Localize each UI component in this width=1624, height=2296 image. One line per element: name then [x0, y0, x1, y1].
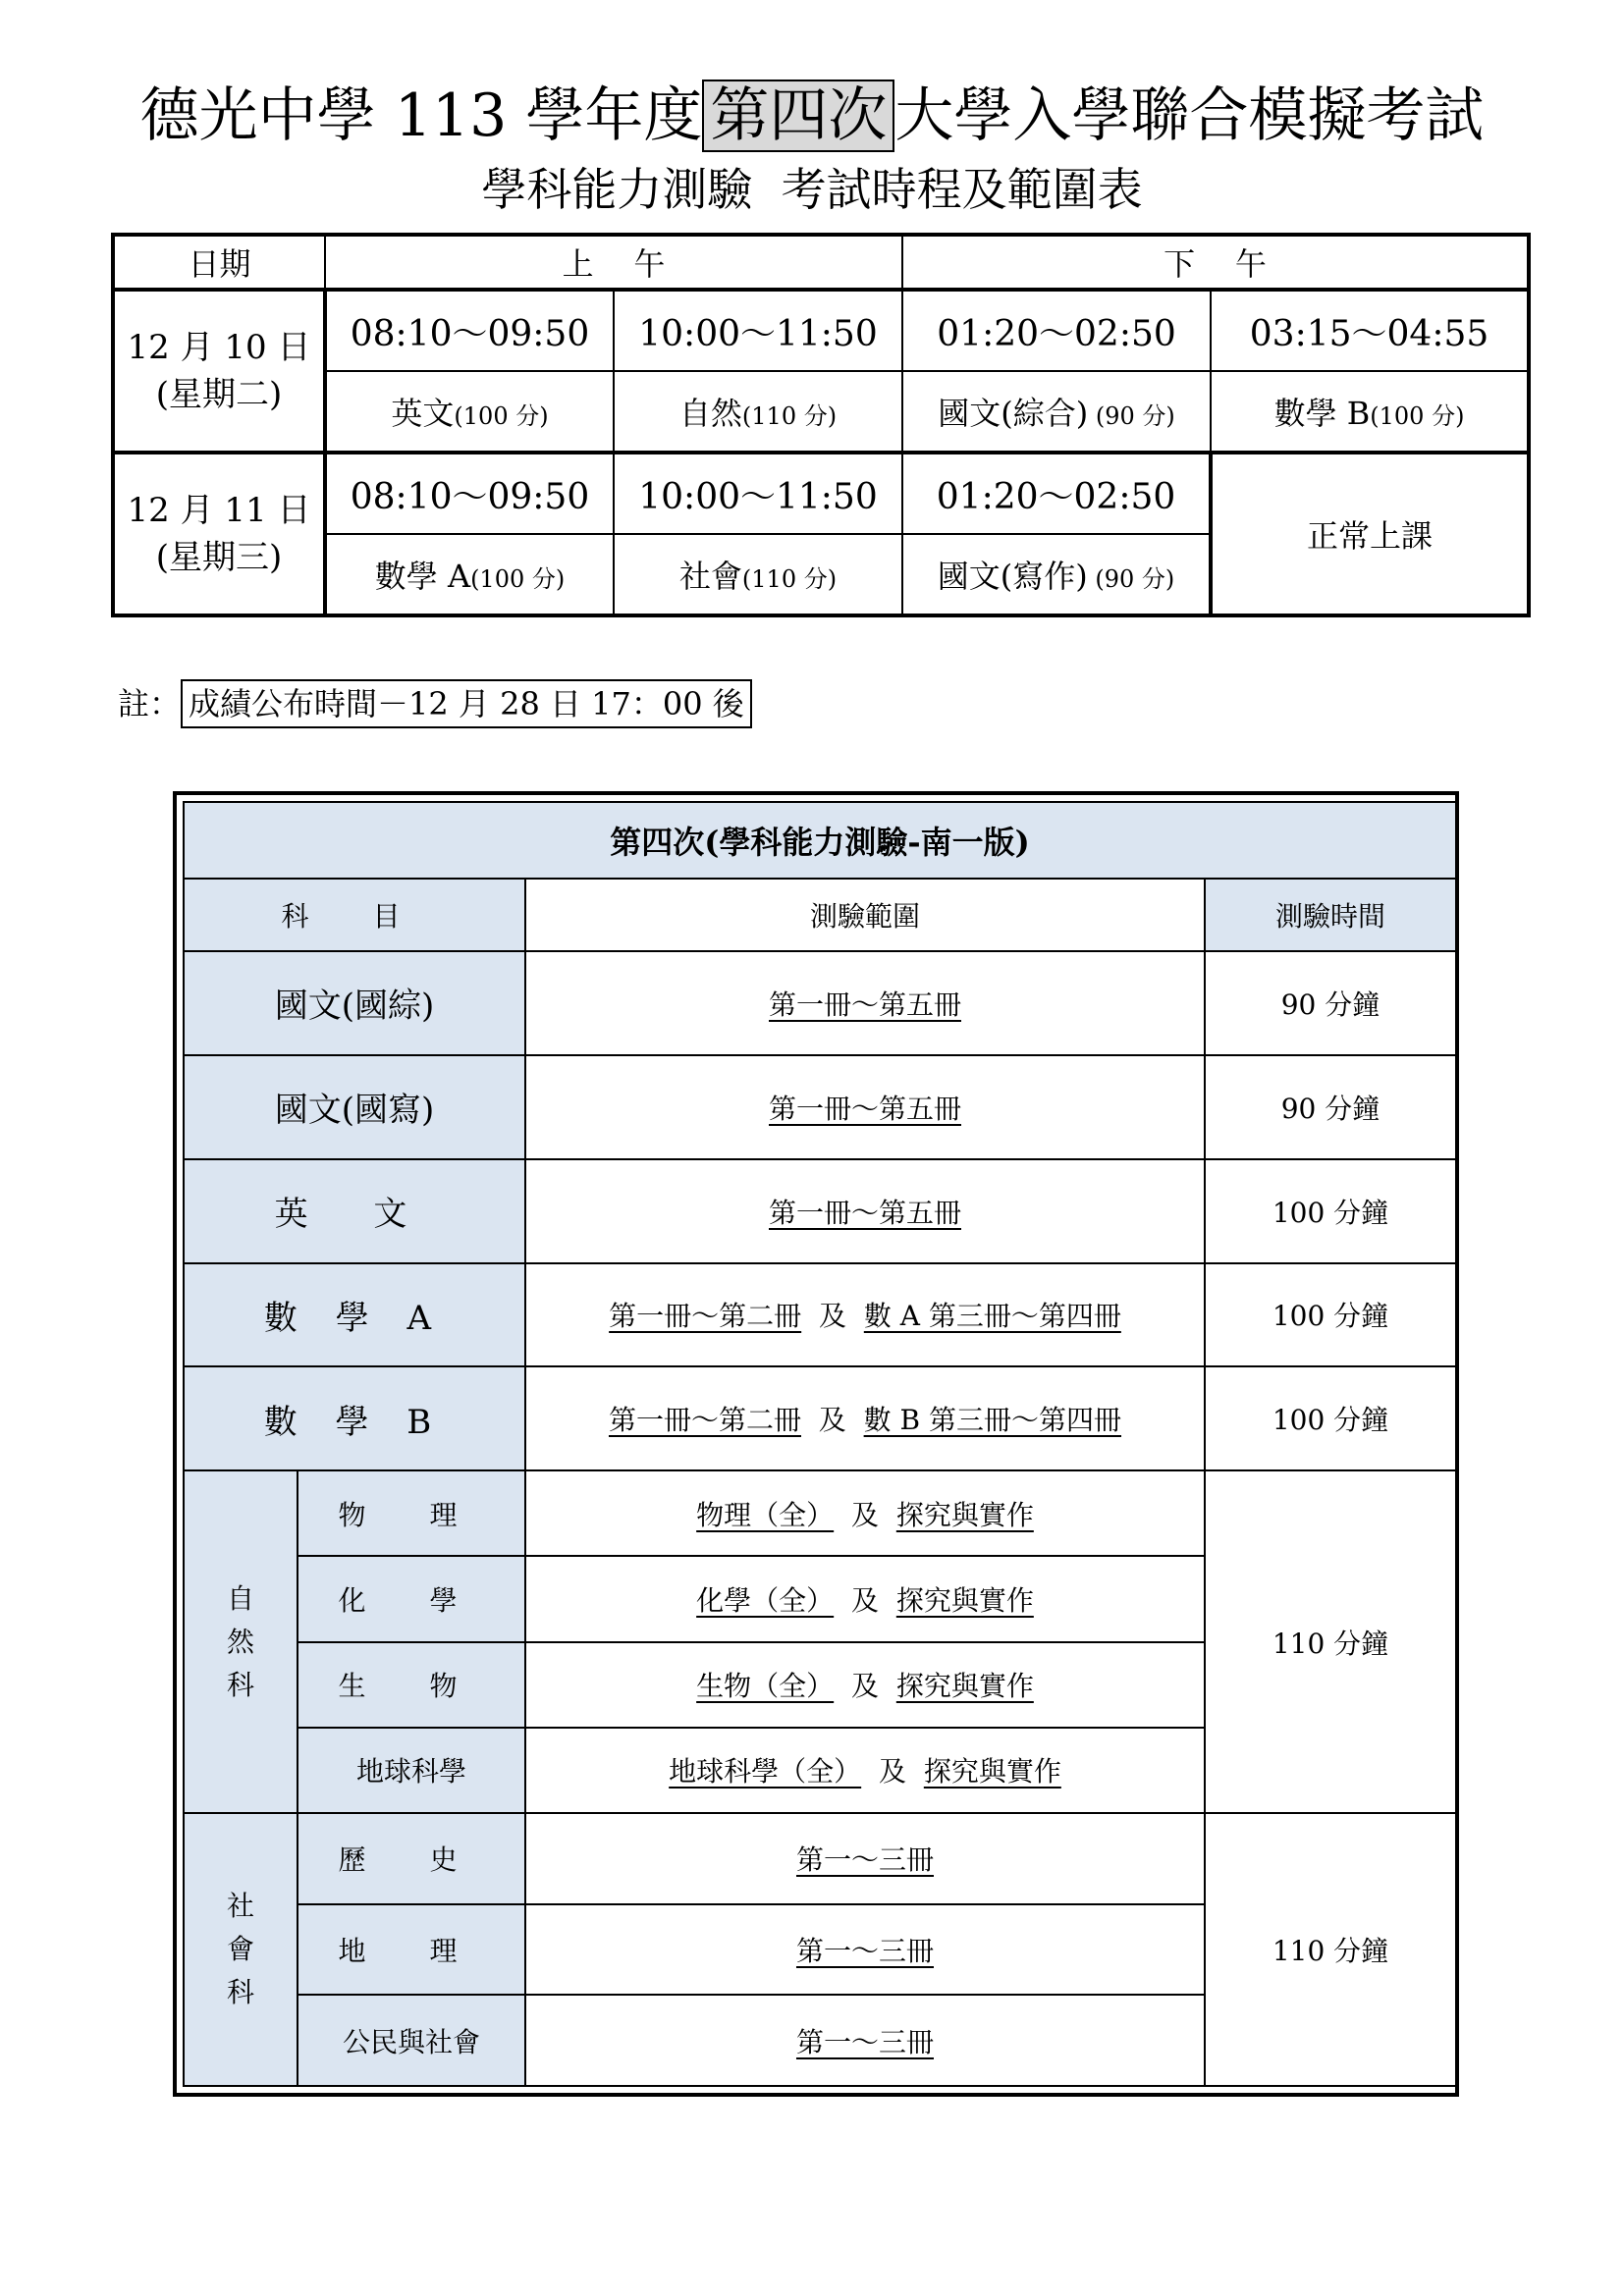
- day2-slot3-time: 01:20～02:50: [902, 453, 1211, 534]
- range-part-b: 數 A 第三冊～第四冊: [863, 1300, 1121, 1333]
- subject-points: (90 分): [1088, 402, 1175, 430]
- table-row: [184, 1159, 1456, 1263]
- day1-slot1-time: 08:10～09:50: [325, 290, 614, 371]
- title-prefix: 德光中學 113 學年度: [139, 81, 703, 150]
- range-part-a: 第一冊～第二冊: [609, 1300, 802, 1333]
- subject-name: 自然: [678, 395, 742, 432]
- scope-subsubject: 地球科學: [298, 1728, 525, 1813]
- scope-subsubject: 化 學: [298, 1556, 525, 1641]
- scope-caption: 第四次(學科能力測驗-南一版): [184, 802, 1456, 879]
- scope-duration: 100 分鐘: [1205, 1366, 1456, 1470]
- science-duration: 110 分鐘: [1205, 1470, 1456, 1813]
- header-date: 日期: [113, 235, 325, 290]
- table-row: [184, 951, 1456, 1055]
- scope-subject: 英 文: [184, 1159, 525, 1263]
- scope-subsubject: 物 理: [298, 1470, 525, 1556]
- range-text: 第一～三冊: [795, 2025, 934, 2058]
- subject-points: (110 分): [741, 402, 838, 430]
- results-note: [118, 679, 752, 728]
- day2-slot2-subject: [614, 534, 902, 615]
- page-subtitle: 學科能力測驗 考試時程及範圍表: [481, 163, 1143, 216]
- subject-points: (100 分): [470, 565, 566, 593]
- scope-range: [525, 1728, 1205, 1813]
- table-row: [184, 1813, 1456, 1904]
- range-join: 及: [818, 1300, 846, 1333]
- header-afternoon: 下 午: [902, 235, 1529, 290]
- day1-weekday: (星期二): [155, 375, 283, 414]
- range-text: 第一～三冊: [795, 1934, 934, 1967]
- range-part-b: 探究與實作: [895, 1498, 1034, 1531]
- day2-slot3-subject: [902, 534, 1211, 615]
- schedule-table: [111, 233, 1531, 617]
- day1-date-cell: [113, 290, 325, 453]
- header-morning: 上 午: [325, 235, 902, 290]
- range-text: 第一冊～第五冊: [768, 988, 961, 1021]
- scope-subject: 國文(國寫): [184, 1055, 525, 1159]
- day2-slot1-subject: [325, 534, 614, 615]
- day1-slot3-subject: [902, 371, 1211, 453]
- table-row: [184, 1055, 1456, 1159]
- scope-range: [525, 1995, 1205, 2086]
- day1-slot4-time: 03:15～04:55: [1211, 290, 1529, 371]
- day2-slot1-time: 08:10～09:50: [325, 453, 614, 534]
- range-part-b: 探究與實作: [895, 1583, 1034, 1617]
- scope-range: [525, 1642, 1205, 1728]
- day2-date-cell: [113, 453, 325, 615]
- range-part-a: 生物（全）: [696, 1670, 835, 1703]
- scope-header-row: [184, 879, 1456, 951]
- scope-subsubject: 歷 史: [298, 1813, 525, 1904]
- range-join: 及: [850, 1498, 879, 1531]
- subject-points: (90 分): [1087, 565, 1175, 593]
- note-label: 註：: [118, 685, 182, 722]
- scope-range: [525, 1055, 1205, 1159]
- range-text: 第一冊～第五冊: [768, 1092, 961, 1125]
- day2-time-row: [113, 453, 1529, 534]
- day1-slot1-subject: [325, 371, 614, 453]
- note-text: 成績公布時間－12 月 28 日 17：00 後: [181, 679, 752, 728]
- range-part-a: 地球科學（全）: [669, 1755, 862, 1789]
- scope-caption-row: [184, 802, 1456, 879]
- range-join: 及: [818, 1404, 846, 1437]
- scope-duration: 90 分鐘: [1205, 1055, 1456, 1159]
- subject-points: (100 分): [1370, 402, 1465, 430]
- day2-closed-note: 正常上課: [1211, 453, 1529, 615]
- day1-date: 12 月 10 日: [127, 328, 311, 367]
- scope-range: [525, 1904, 1205, 1996]
- subject-points: (100 分): [454, 402, 549, 430]
- range-join: 及: [850, 1670, 879, 1703]
- subject-name: 數學 A: [374, 558, 471, 595]
- day1-subject-row: [113, 371, 1529, 453]
- scope-subject: 國文(國綜): [184, 951, 525, 1055]
- range-part-b: 探究與實作: [923, 1755, 1061, 1789]
- range-join: 及: [850, 1583, 879, 1617]
- range-text: 第一～三冊: [795, 1843, 934, 1877]
- day1-slot2-subject: [614, 371, 902, 453]
- scope-header-time: 測驗時間: [1205, 879, 1456, 951]
- scope-subsubject: 地 理: [298, 1904, 525, 1996]
- scope-duration: 100 分鐘: [1205, 1159, 1456, 1263]
- day1-slot4-subject: [1211, 371, 1529, 453]
- scope-table-frame: [173, 791, 1459, 2097]
- day1-slot3-time: 01:20～02:50: [902, 290, 1211, 371]
- day1-slot2-time: 10:00～11:50: [614, 290, 902, 371]
- subject-name: 國文(寫作): [937, 558, 1088, 595]
- science-category: 自 然 科: [184, 1470, 298, 1813]
- social-category: 社 會 科: [184, 1813, 298, 2086]
- scope-header-subject: 科 目: [184, 879, 525, 951]
- scope-subject: 數 學 A: [184, 1263, 525, 1367]
- range-part-a: 物理（全）: [696, 1498, 835, 1531]
- scope-duration: 90 分鐘: [1205, 951, 1456, 1055]
- page-title: [0, 77, 1624, 155]
- range-part-a: 化學（全）: [696, 1583, 835, 1617]
- scope-duration: 100 分鐘: [1205, 1263, 1456, 1367]
- subject-name: 數學 B: [1273, 395, 1371, 432]
- table-row: [184, 1263, 1456, 1367]
- subject-name: 國文(綜合): [938, 395, 1089, 432]
- range-part-a: 第一冊～第二冊: [608, 1404, 801, 1437]
- day2-slot2-time: 10:00～11:50: [614, 453, 902, 534]
- title-suffix: 大學入學聯合模擬考試: [894, 81, 1485, 150]
- subject-name: 英文: [391, 395, 455, 432]
- table-row: [184, 1366, 1456, 1470]
- day2-weekday: (星期三): [155, 538, 283, 577]
- scope-range: [525, 1470, 1205, 1556]
- scope-table: [183, 801, 1457, 2087]
- scope-subsubject: 公民與社會: [298, 1995, 525, 2086]
- scope-subsubject: 生 物: [298, 1642, 525, 1728]
- scope-subject: 數 學 B: [184, 1366, 525, 1470]
- scope-range: [525, 1556, 1205, 1641]
- scope-range: [525, 1813, 1205, 1904]
- range-part-b: 探究與實作: [895, 1670, 1034, 1703]
- range-join: 及: [878, 1755, 906, 1789]
- subject-points: (110 分): [741, 565, 838, 593]
- range-text: 第一冊～第五冊: [768, 1196, 961, 1229]
- subject-name: 社會: [678, 558, 742, 595]
- schedule-header-row: [113, 235, 1529, 290]
- table-row: [184, 1470, 1456, 1556]
- scope-range: [525, 1366, 1205, 1470]
- day2-date: 12 月 11 日: [127, 491, 311, 530]
- range-part-b: 數 B 第三冊～第四冊: [863, 1404, 1122, 1437]
- scope-range: [525, 951, 1205, 1055]
- title-highlight: 第四次: [702, 80, 894, 152]
- day1-time-row: [113, 290, 1529, 371]
- social-duration: 110 分鐘: [1205, 1813, 1456, 2086]
- scope-header-range: 測驗範圍: [525, 879, 1205, 951]
- scope-range: [525, 1159, 1205, 1263]
- scope-range: [525, 1263, 1205, 1367]
